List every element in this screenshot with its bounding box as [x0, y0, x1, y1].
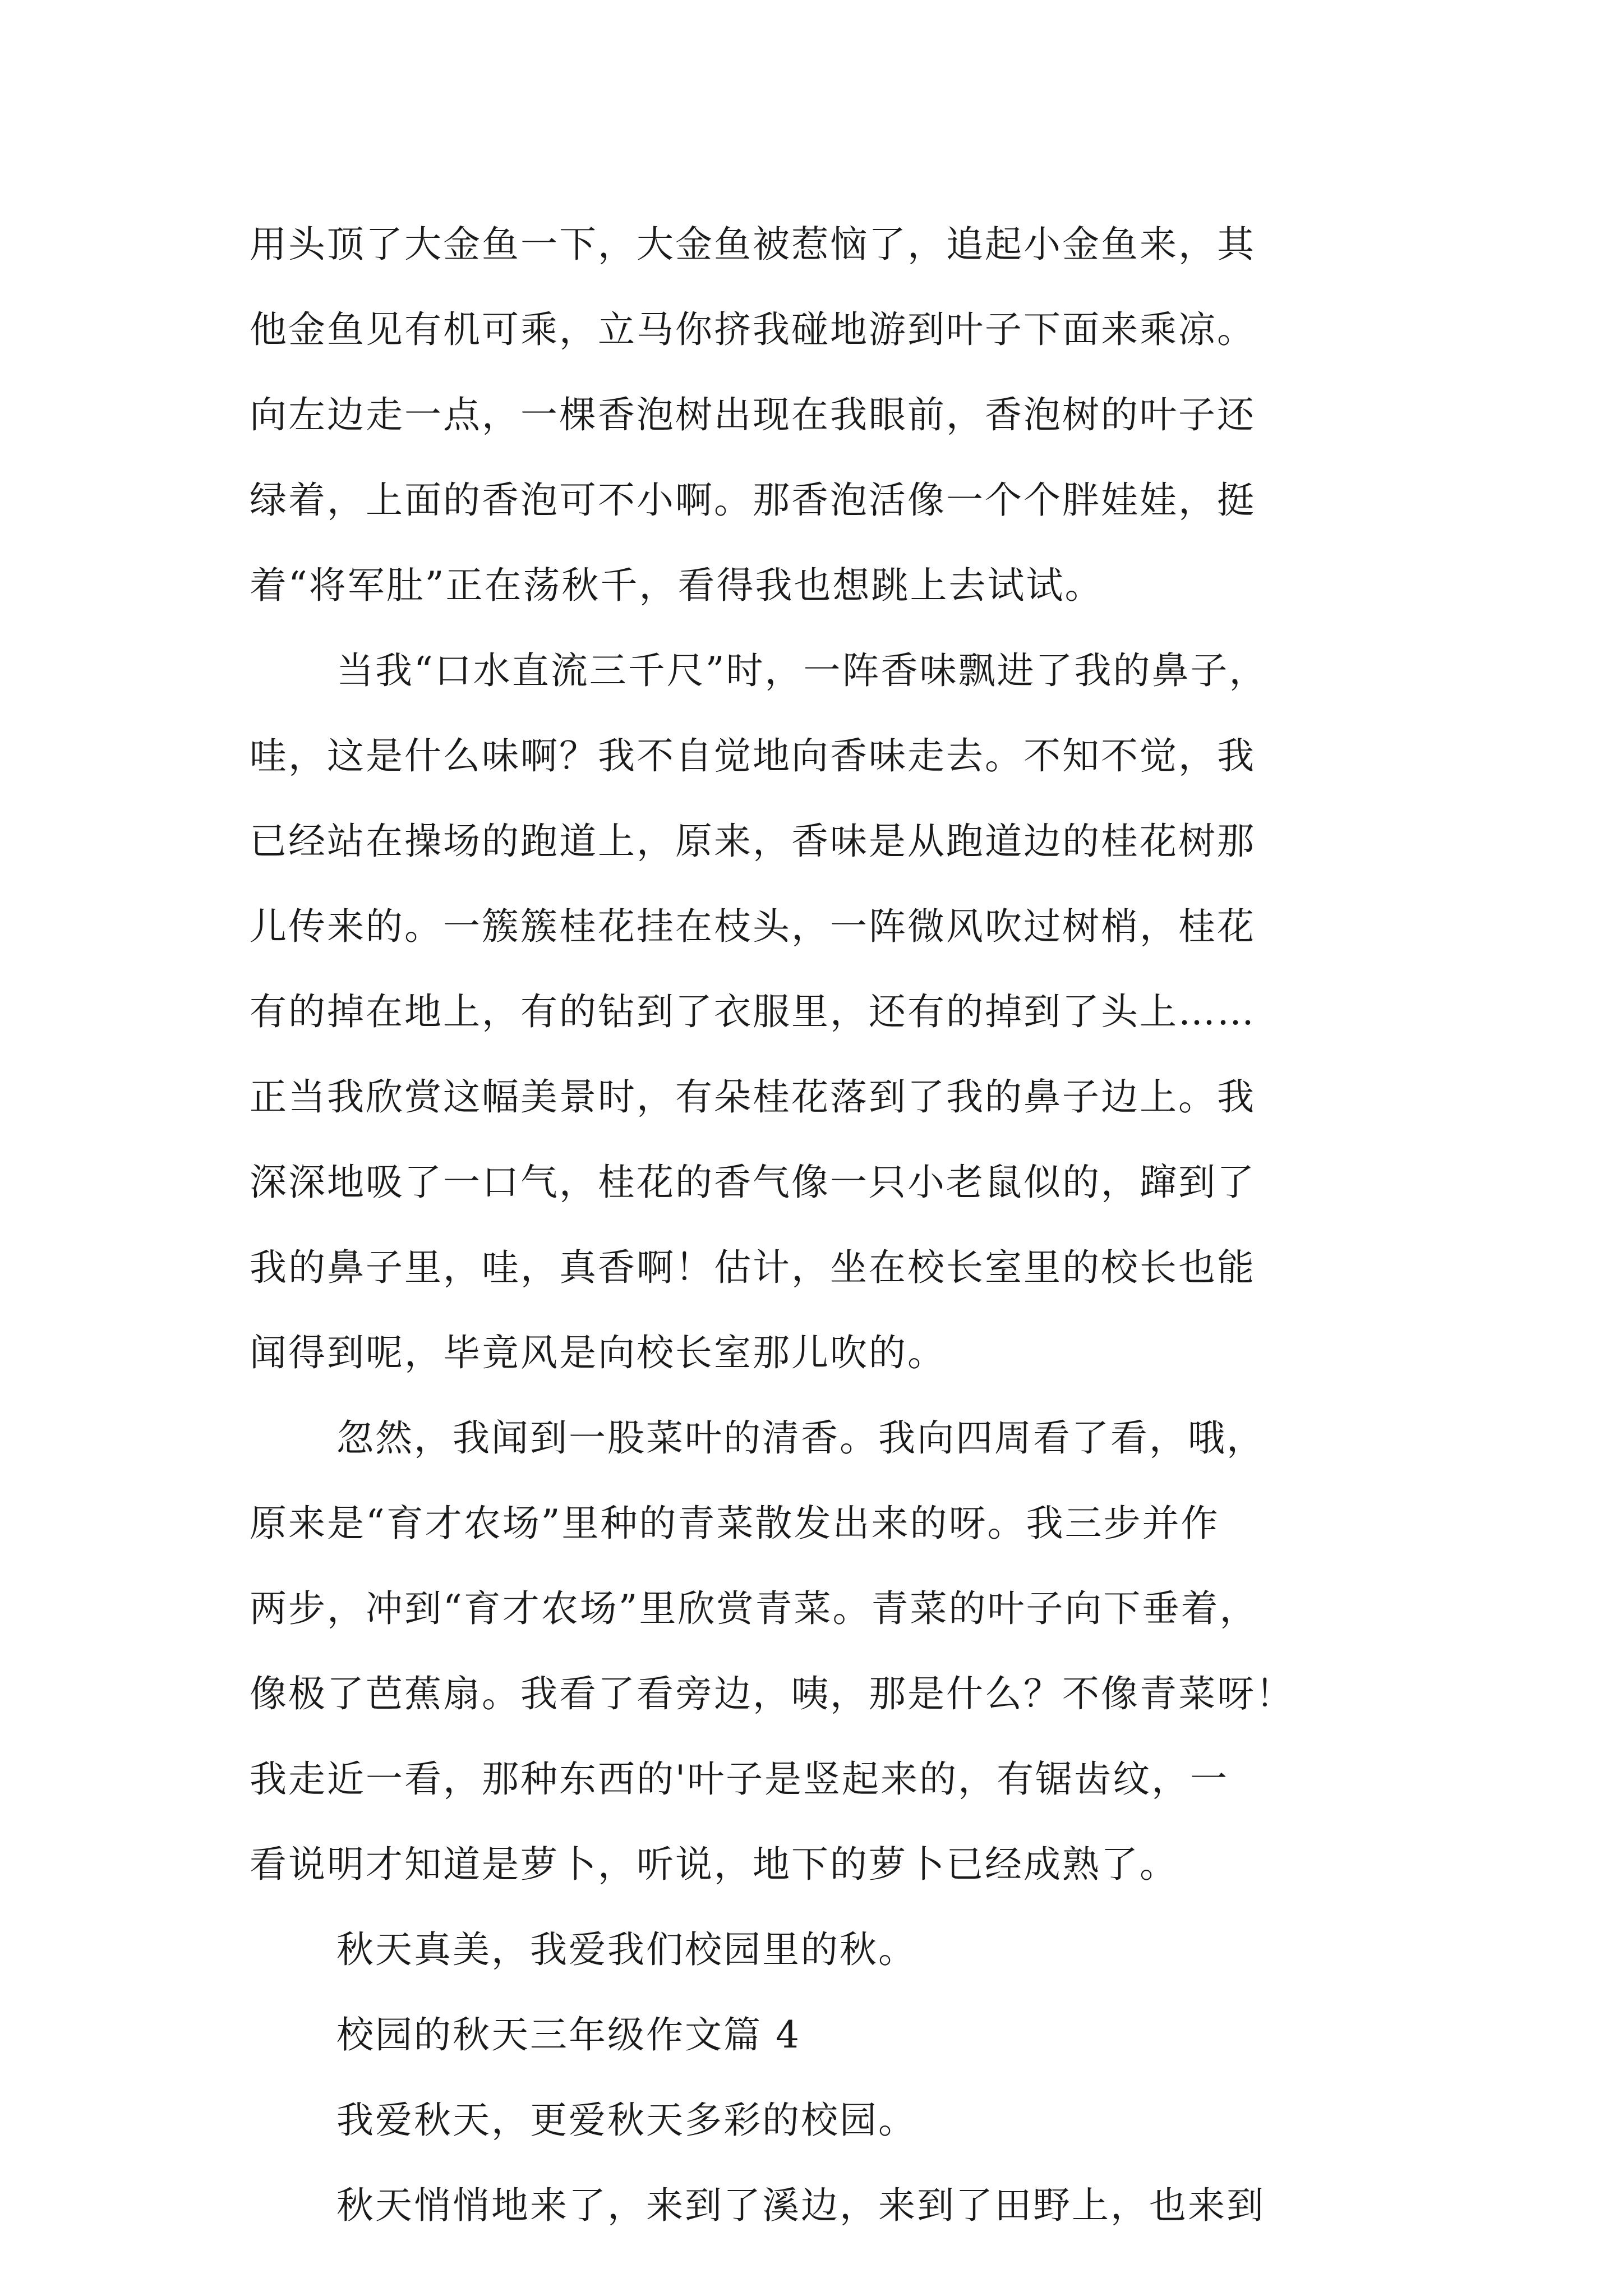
paragraph-first-line: 我爱秋天，更爱秋天多彩的校园。 [336, 2099, 917, 2142]
text-line: 他金鱼见有机可乘，立马你挤我碰地游到叶子下面来乘凉。 [250, 308, 1256, 351]
paragraph-first-line: 忽然，我闻到一股菜叶的清香。我向四周看了看，哦， [336, 1416, 1265, 1460]
text-line: 哇，这是什么味啊？我不自觉地向香味走去。不知不觉，我 [250, 734, 1256, 777]
paragraph-first-line: 当我“口水直流三千尺”时，一阵香味飘进了我的鼻子， [336, 649, 1268, 692]
text-line: 用头顶了大金鱼一下，大金鱼被惹恼了，追起小金鱼来，其 [250, 223, 1256, 266]
text-line: 闻得到呢，毕竟风是向校长室那儿吹的。 [250, 1331, 946, 1374]
text-line: 着“将军肚”正在荡秋千，看得我也想跳上去试试。 [250, 564, 1104, 607]
paragraph-first-line: 秋天真美，我爱我们校园里的秋。 [336, 1928, 917, 1971]
text-line: 两步，冲到“育才农场”里欣赏青菜。青菜的叶子向下垂着， [250, 1587, 1258, 1630]
text-line: 我走近一看，那种东西的'叶子是竖起来的，有锯齿纹，一 [250, 1757, 1229, 1801]
paragraph-first-line: 秋天悄悄地来了，来到了溪边，来到了田野上，也来到 [336, 2184, 1265, 2227]
text-line: 儿传来的。一簇簇桂花挂在枝头，一阵微风吹过树梢，桂花 [250, 905, 1256, 948]
text-line: 向左边走一点，一棵香泡树出现在我眼前，香泡树的叶子还 [250, 393, 1256, 436]
text-line: 我的鼻子里，哇，真香啊！估计，坐在校长室里的校长也能 [250, 1246, 1256, 1289]
text-line: 绿着，上面的香泡可不小啊。那香泡活像一个个胖娃娃，挺 [250, 478, 1256, 522]
document-body [250, 202, 1394, 2248]
section-heading: 校园的秋天三年级作文篇 4 [336, 2013, 801, 2056]
text-line: 正当我欣赏这幅美景时，有朵桂花落到了我的鼻子边上。我 [250, 1075, 1256, 1119]
text-line: 深深地吸了一口气，桂花的香气像一只小老鼠似的，蹿到了 [250, 1161, 1256, 1204]
text-line: 原来是“育才农场”里种的青菜散发出来的呀。我三步并作 [250, 1502, 1220, 1545]
text-line: 有的掉在地上，有的钻到了衣服里，还有的掉到了头上…… [250, 990, 1256, 1033]
text-line: 看说明才知道是萝卜，听说，地下的萝卜已经成熟了。 [250, 1843, 1178, 1886]
text-line: 像极了芭蕉扇。我看了看旁边，咦，那是什么？不像青菜呀！ [250, 1672, 1294, 1715]
text-line: 已经站在操场的跑道上，原来，香味是从跑道边的桂花树那 [250, 820, 1256, 863]
